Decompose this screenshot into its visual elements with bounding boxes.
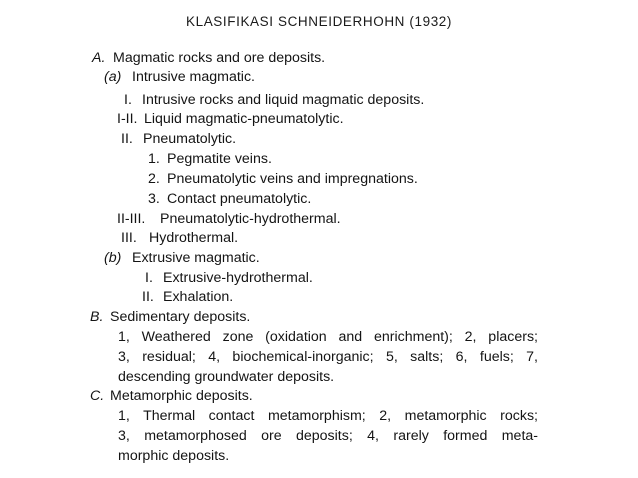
subsection-a-marker: (a): [104, 69, 122, 85]
section-a-text: Magmatic rocks and ore deposits.: [113, 50, 326, 66]
list-item-text: Pneumatolytic.: [143, 131, 237, 147]
list-item-text: Liquid magmatic-pneumatolytic.: [144, 111, 344, 127]
numbered-item-text: Contact pneumatolytic.: [167, 191, 312, 207]
subsection-a-heading: [104, 68, 255, 86]
section-b-marker: B.: [90, 309, 104, 325]
section-b-heading: [90, 308, 250, 326]
list-item-text: Hydrothermal.: [149, 230, 239, 246]
numbered-item-marker: 3.: [148, 191, 160, 207]
list-item-text: Pneumatolytic-hydrothermal.: [160, 211, 341, 227]
list-item: [145, 269, 313, 287]
section-b-line-text: 1, Weathered zone (oxidation and enrichment); 2, placers;: [118, 329, 538, 345]
list-item: [121, 130, 236, 148]
numbered-item: [148, 150, 272, 168]
list-item: [117, 110, 344, 128]
list-item-marker: I.: [145, 270, 153, 286]
subsection-a-text: Intrusive magmatic.: [132, 69, 255, 85]
numbered-item-text: Pegmatite veins.: [167, 151, 272, 167]
section-c-line: morphic deposits.: [118, 448, 230, 464]
list-item-marker: II-III.: [117, 211, 146, 227]
section-b-line: [118, 328, 538, 346]
list-item: [142, 288, 233, 306]
section-c-marker: C.: [90, 388, 105, 404]
list-item: [121, 229, 238, 247]
section-b-text: Sedimentary deposits.: [110, 309, 251, 325]
section-a-heading: [92, 49, 325, 67]
numbered-item-marker: 1.: [148, 151, 160, 167]
list-item-marker: II.: [121, 131, 133, 147]
list-item-marker: I.: [124, 92, 132, 108]
list-item-text: Intrusive rocks and liquid magmatic deposits.: [142, 92, 425, 108]
section-c-line-text: 3, metamorphosed ore deposits; 4, rarely formed meta-: [118, 428, 538, 444]
section-a-marker: A.: [92, 50, 106, 66]
numbered-item-text: Pneumatolytic veins and impregnations.: [167, 171, 418, 187]
list-item: [124, 91, 424, 109]
list-item-marker: II.: [142, 289, 154, 305]
list-item-text: Exhalation.: [163, 289, 234, 305]
document-title: KLASIFIKASI SCHNEIDERHOHN (1932): [185, 14, 453, 29]
numbered-item: [148, 170, 418, 188]
section-c-line: [118, 427, 538, 445]
section-c-line: [118, 407, 538, 425]
section-b-line: descending groundwater deposits.: [118, 369, 335, 385]
section-c-text: Metamorphic deposits.: [110, 388, 253, 404]
subsection-b-marker: (b): [104, 250, 122, 266]
list-item: [117, 210, 341, 228]
numbered-item-marker: 2.: [148, 171, 160, 187]
list-item-marker: I-II.: [117, 111, 138, 127]
section-b-line-text: 3, residual; 4, biochemical-inorganic; 5, salts; 6, fuels; 7,: [118, 349, 538, 365]
numbered-item: [148, 190, 311, 208]
subsection-b-heading: [104, 249, 260, 267]
subsection-b-text: Extrusive magmatic.: [132, 250, 260, 266]
section-b-line: [118, 348, 538, 366]
list-item-text: Extrusive-hydrothermal.: [163, 270, 313, 286]
list-item-marker: III.: [121, 230, 137, 246]
section-c-heading: [90, 387, 253, 405]
section-c-line-text: 1, Thermal contact metamorphism; 2, metamorphic rocks;: [118, 408, 538, 424]
